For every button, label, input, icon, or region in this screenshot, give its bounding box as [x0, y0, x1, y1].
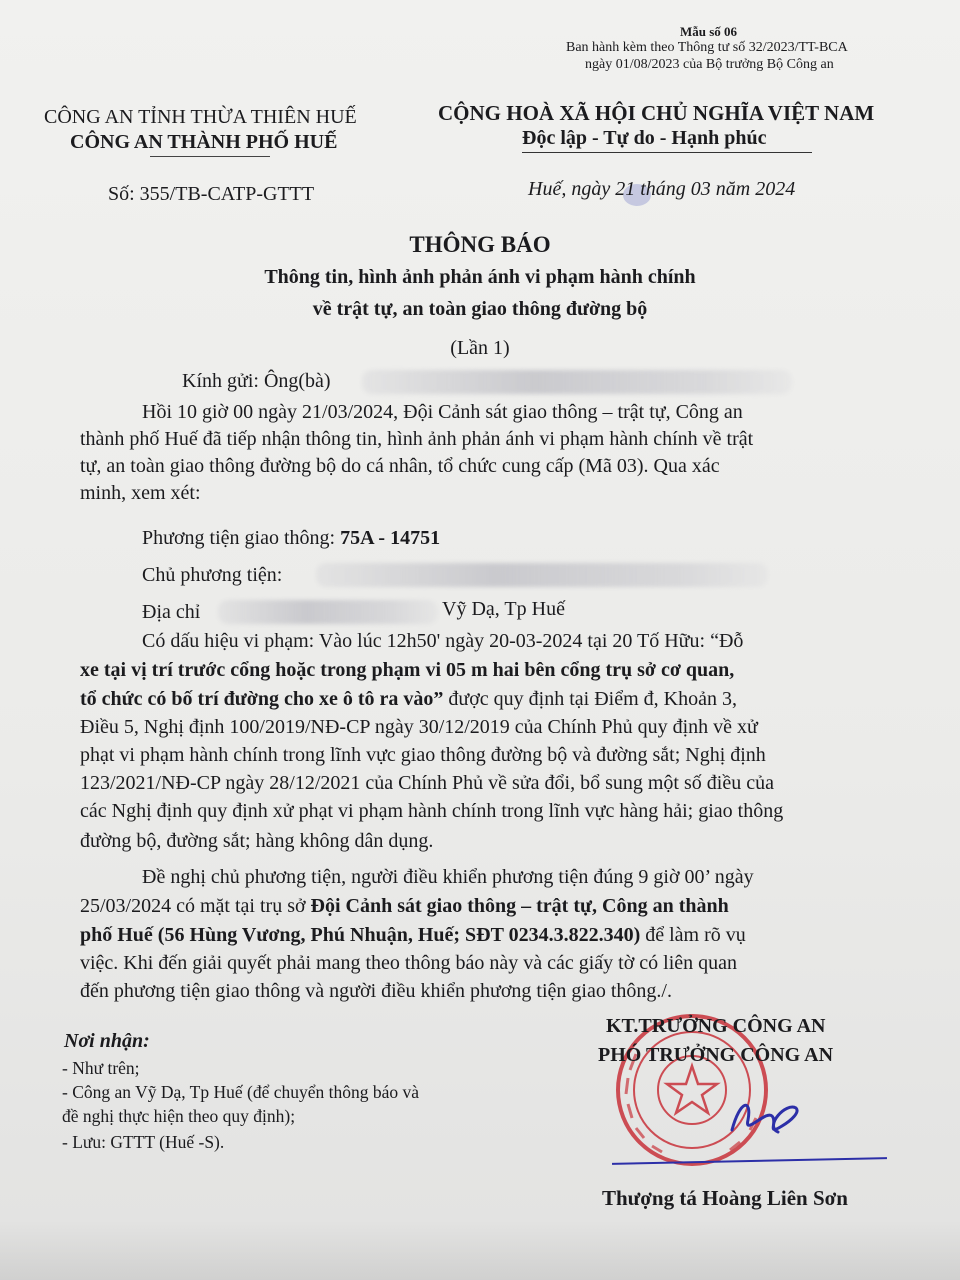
greeting: Kính gửi: Ông(bà)	[182, 370, 331, 392]
request-office: Đội Cảnh sát giao thông – trật tự, Công an thành	[310, 895, 729, 917]
redacted-owner	[316, 563, 768, 587]
document-subtitle-2: về trật tự, an toàn giao thông đường bộ	[312, 298, 648, 320]
agency-parent: CÔNG AN TỈNH THỪA THIÊN HUẾ	[44, 106, 357, 128]
para1-line-3: tự, an toàn giao thông đường bộ do cá nhân, tổ chức cung cấp (Mã 03). Qua xác	[80, 455, 720, 477]
vehicle-line	[142, 527, 440, 550]
para1-line-4: minh, xem xét:	[80, 482, 201, 504]
request-line-5: đến phương tiện giao thông và người điều khiển phương tiện giao thông./.	[80, 980, 672, 1002]
recipient-line-4: - Lưu: GTTT (Huế -S).	[62, 1132, 225, 1152]
violation-bold-1: xe tại vị trí trước cổng hoặc trong phạm vi 05 m hai bên cổng trụ sở cơ quan,	[80, 659, 735, 681]
redacted-name	[362, 370, 792, 394]
request-address: phố Huế (56 Hùng Vương, Phú Nhuận, Huế; SĐT 0234.3.822.340)	[80, 924, 641, 946]
para1-line-1: Hồi 10 giờ 00 ngày 21/03/2024, Đội Cảnh sát giao thông – trật tự, Công an	[142, 401, 743, 423]
handwritten-signature-icon	[726, 1090, 806, 1145]
request-line-4: việc. Khi đến giải quyết phải mang theo thông báo này và các giấy tờ có liên quan	[80, 952, 738, 974]
form-number: Mẫu số 06	[680, 24, 738, 39]
violation-lead: Có dấu hiệu vi phạm: Vào lúc 12h50' ngày 20-03-2024 tại 20 Tố Hữu: “Đỗ	[142, 630, 744, 652]
document-subtitle-1: Thông tin, hình ảnh phản ánh vi phạm hành chính	[264, 266, 696, 288]
country-name: CỘNG HOÀ XÃ HỘI CHỦ NGHĨA VIỆT NAM	[438, 101, 875, 125]
address-label: Địa chỉ	[142, 601, 201, 623]
violation-line-7: các Nghị định quy định xử phạt vi phạm hành chính trong lĩnh vực hàng hải; giao thông	[80, 800, 784, 822]
vehicle-plate: 75A - 14751	[340, 527, 441, 549]
violation-bold-2: tổ chức có bố trí đường cho xe ô tô ra vào”	[80, 688, 444, 710]
date-line: Huế, ngày 21 tháng 03 năm 2024	[528, 178, 796, 200]
violation-line-3	[80, 688, 737, 711]
signature-title-2: PHÓ TRƯỞNG CÔNG AN	[598, 1044, 834, 1066]
agency-name: CÔNG AN THÀNH PHỐ HUẾ	[70, 131, 338, 153]
document-title: THÔNG BÁO	[409, 232, 551, 257]
notice-round: (Lần 1)	[450, 337, 510, 359]
request-line-2	[80, 895, 729, 918]
form-issued-line-2: ngày 01/08/2023 của Bộ trưởng Bộ Công an	[585, 57, 834, 72]
signature-title-1: KT.TRƯỞNG CÔNG AN	[606, 1015, 826, 1037]
violation-line-8: đường bộ, đường sắt; hàng không dân dụng.	[80, 830, 434, 852]
request-line-3-suffix: để làm rõ vụ	[640, 924, 746, 946]
agency-underline	[150, 156, 270, 157]
address-value: Vỹ Dạ, Tp Huế	[442, 598, 565, 620]
violation-line-5: phạt vi phạm hành chính trong lĩnh vực giao thông đường bộ và đường sắt; Nghị định	[80, 744, 766, 766]
vehicle-label: Phương tiện giao thông:	[142, 527, 341, 549]
violation-tail: được quy định tại Điểm đ, Khoản 3,	[443, 688, 737, 710]
request-line-3	[80, 924, 746, 947]
para1-line-2: thành phố Huế đã tiếp nhận thông tin, hình ảnh phản ánh vi phạm hành chính về trật	[80, 428, 754, 450]
national-motto: Độc lập - Tự do - Hạnh phúc	[522, 127, 767, 149]
document-number: Số: 355/TB-CATP-GTTT	[108, 183, 315, 205]
form-issued-line-1: Ban hành kèm theo Thông tư số 32/2023/TT-BCA	[566, 40, 848, 55]
owner-label: Chủ phương tiện:	[142, 564, 283, 586]
motto-underline	[522, 152, 812, 153]
request-line-1: Đề nghị chủ phương tiện, người điều khiển phương tiện đúng 9 giờ 00’ ngày	[142, 866, 754, 888]
violation-line-6: 123/2021/NĐ-CP ngày 28/12/2021 của Chính Phủ về sửa đổi, bổ sung một số điều của	[80, 772, 774, 794]
request-line-2-prefix: 25/03/2024 có mặt tại trụ sở	[80, 895, 311, 917]
redacted-address	[218, 600, 438, 624]
recipient-line-2: - Công an Vỹ Dạ, Tp Huế (để chuyển thông báo và	[62, 1082, 420, 1102]
recipients-heading: Nơi nhận:	[64, 1030, 150, 1052]
signer-name: Thượng tá Hoàng Liên Sơn	[602, 1186, 848, 1210]
recipient-line-1: - Như trên;	[62, 1058, 140, 1078]
violation-line-4: Điều 5, Nghị định 100/2019/NĐ-CP ngày 30/12/2019 của Chính Phủ quy định về xử	[80, 716, 758, 738]
recipient-line-3: đề nghị thực hiện theo quy định);	[62, 1106, 296, 1126]
